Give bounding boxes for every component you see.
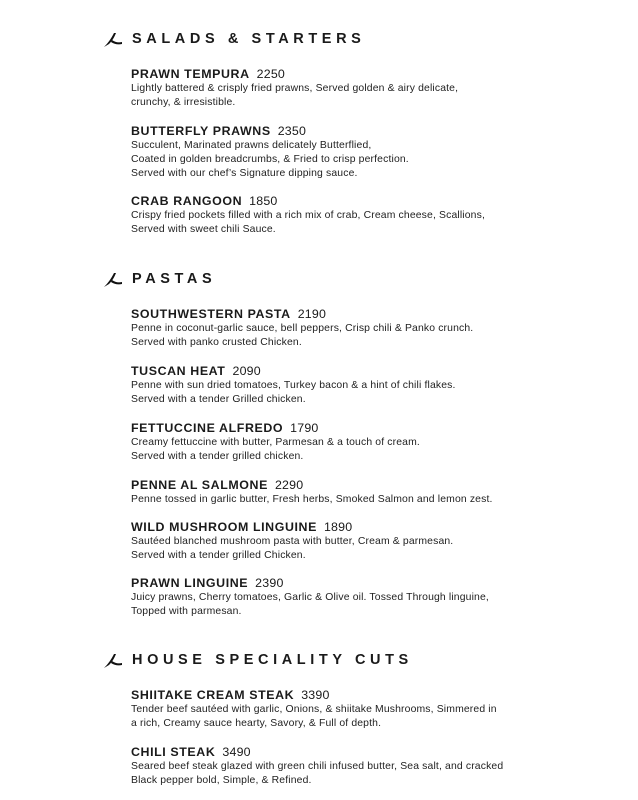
item-name: PRAWN TEMPURA (131, 67, 250, 81)
menu-item (131, 67, 601, 110)
brand-mark-icon (103, 652, 123, 670)
item-description (131, 535, 601, 563)
item-name: PENNE AL SALMONE (131, 478, 268, 492)
menu-item (131, 421, 601, 464)
menu-item (131, 745, 601, 788)
menu-item (131, 688, 601, 731)
item-description (131, 209, 601, 237)
item-name: WILD MUSHROOM LINGUINE (131, 520, 317, 534)
section-header (0, 269, 638, 291)
description-line: Penne with sun dried tomatoes, Turkey bacon & a hint of chili flakes. (131, 380, 456, 391)
description-line: Penne tossed in garlic butter, Fresh herbs, Smoked Salmon and lemon zest. (131, 494, 493, 505)
description-line: Penne in coconut-garlic sauce, bell peppers, Crisp chili & Panko crunch. (131, 323, 474, 334)
brand-mark-icon (103, 31, 123, 49)
section-house-speciality-cuts (0, 650, 638, 672)
item-name: SOUTHWESTERN PASTA (131, 307, 291, 321)
description-line: Topped with parmesan. (131, 606, 242, 617)
item-price: 2190 (297, 307, 327, 321)
item-price: 1790 (290, 421, 319, 435)
item-price: 2390 (255, 576, 284, 590)
item-description (131, 591, 601, 619)
item-description (131, 760, 601, 788)
section-title: HOUSE SPECIALITY CUTS (132, 652, 413, 668)
description-line: Served with our chef’s Signature dipping sauce. (131, 168, 358, 179)
description-line: Seared beef steak glazed with green chili infused butter, Sea salt, and cracked (131, 761, 504, 772)
description-line: a rich, Creamy sauce hearty, Savory, & Full of depth. (131, 718, 382, 729)
description-line: Juicy prawns, Cherry tomatoes, Garlic & Olive oil. Tossed Through linguine, (131, 592, 489, 603)
item-name: CHILI STEAK (131, 745, 216, 759)
item-price: 2290 (274, 478, 304, 492)
menu-item (131, 576, 601, 619)
item-price: 3490 (222, 745, 251, 759)
item-price: 1890 (323, 520, 353, 534)
description-line: Served with panko crusted Chicken. (131, 337, 302, 348)
description-line: Crispy fried pockets filled with a rich mix of crab, Cream cheese, Scallions, (131, 210, 485, 221)
menu-item (131, 478, 601, 507)
item-description (131, 82, 601, 110)
description-line: Succulent, Marinated prawns delicately Butterflied, (131, 140, 372, 151)
menu-item (131, 364, 601, 407)
item-description (131, 703, 601, 731)
description-line: Served with a tender grilled chicken. (131, 451, 304, 462)
section-salads-starters (0, 29, 638, 51)
section-header (0, 650, 638, 672)
item-description (131, 493, 601, 507)
description-line: Sautéed blanched mushroom pasta with butter, Cream & parmesan. (131, 536, 454, 547)
menu-item (131, 307, 601, 350)
item-price: 2090 (232, 364, 261, 378)
item-name: CRAB RANGOON (131, 194, 243, 208)
item-description (131, 139, 601, 181)
description-line: Creamy fettuccine with butter, Parmesan & a touch of cream. (131, 437, 420, 448)
description-line: Black pepper bold, Simple, & Refined. (131, 775, 312, 786)
item-name: SHIITAKE CREAM STEAK (131, 688, 295, 702)
item-name: FETTUCCINE ALFREDO (131, 421, 284, 435)
item-description (131, 379, 601, 407)
item-description (131, 436, 601, 464)
section-header (0, 29, 638, 51)
brand-mark-icon (103, 271, 123, 289)
item-description (131, 322, 601, 350)
item-price: 1850 (249, 194, 278, 208)
section-title: SALADS & STARTERS (132, 31, 366, 47)
section-pastas (0, 269, 638, 291)
item-price: 3390 (301, 688, 330, 702)
description-line: Lightly battered & crisply fried prawns, Served golden & airy delicate, (131, 83, 459, 94)
description-line: Coated in golden breadcrumbs, & Fried to crisp perfection. (131, 154, 409, 165)
item-price: 2350 (277, 124, 307, 138)
item-name: PRAWN LINGUINE (131, 576, 249, 590)
item-name: TUSCAN HEAT (131, 364, 226, 378)
item-price: 2250 (256, 67, 286, 81)
description-line: Served with a tender grilled Chicken. (131, 550, 306, 561)
item-name: BUTTERFLY PRAWNS (131, 124, 271, 138)
description-line: Tender beef sautéed with garlic, Onions, & shiitake Mushrooms, Simmered in (131, 704, 497, 715)
description-line: Served with sweet chili Sauce. (131, 224, 276, 235)
menu-item (131, 194, 601, 237)
menu-item (131, 124, 601, 181)
description-line: Served with a tender Grilled chicken. (131, 394, 306, 405)
section-title: PASTAS (132, 271, 217, 287)
menu-item (131, 520, 601, 563)
description-line: crunchy, & irresistible. (131, 97, 236, 108)
